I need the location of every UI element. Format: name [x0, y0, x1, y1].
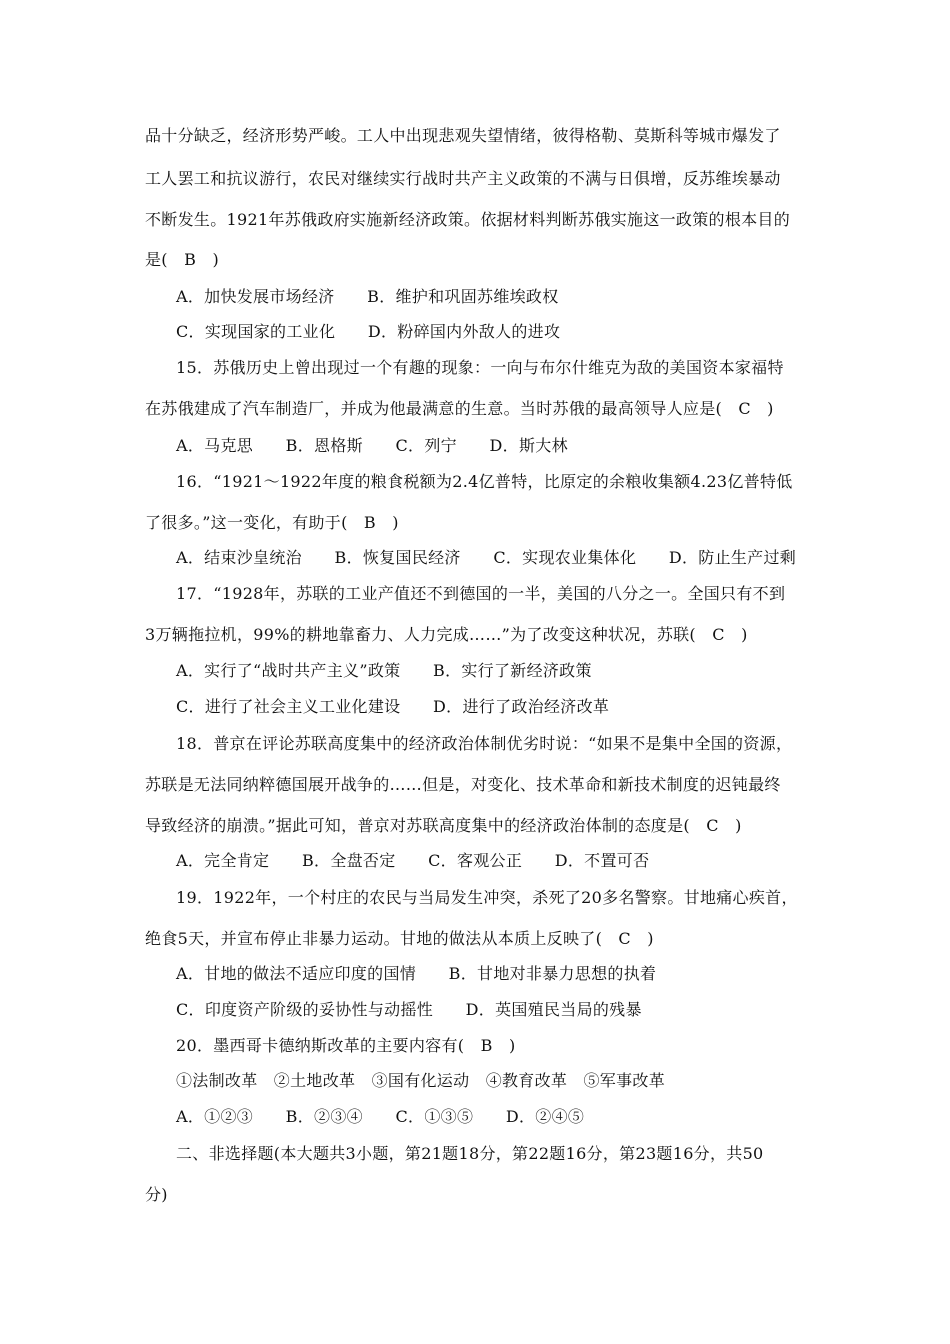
- text-line: 在苏俄建成了汽车制造厂，并成为他最满意的生意。当时苏俄的最高领导人应是( C ): [145, 399, 774, 418]
- text-line: 分): [145, 1185, 168, 1204]
- text-line: 是( B ): [145, 250, 220, 269]
- text-line: 不断发生。1921年苏俄政府实施新经济政策。依据材料判断苏俄实施这一政策的根本目的: [145, 210, 791, 229]
- text-line: 导致经济的崩溃。”据此可知，普京对苏联高度集中的经济政治体制的态度是( C ): [145, 816, 742, 835]
- question-19: 19．1922年，一个村庄的农民与当局发生冲突，杀死了20多名警察。甘地痛心疾首，: [176, 888, 798, 907]
- text-line: 苏联是无法同纳粹德国展开战争的……但是，对变化、技术革命和新技术制度的迟钝最终: [145, 775, 781, 794]
- answer-options: C．印度资产阶级的妥协性与动摇性 D．英国殖民当局的残暴: [176, 1000, 642, 1019]
- answer-options: C．实现国家的工业化 D．粉碎国内外敌人的进攻: [176, 322, 561, 341]
- answer-options: A．完全肯定 B．全盘否定 C．客观公正 D．不置可否: [176, 851, 650, 870]
- answer-options: A．实行了“战时共产主义”政策 B．实行了新经济政策: [176, 661, 592, 680]
- answer-options: A．马克思 B．恩格斯 C．列宁 D．斯大林: [176, 436, 568, 455]
- question-16: 16．“1921～1922年度的粮食税额为2.4亿普特，比原定的余粮收集额4.23亿普特低: [176, 472, 793, 491]
- text-line: 工人罢工和抗议游行，农民对继续实行战时共产主义政策的不满与日俱增，反苏维埃暴动: [145, 169, 781, 188]
- question-20: 20．墨西哥卡德纳斯改革的主要内容有( B ): [176, 1036, 516, 1055]
- answer-options: A．甘地的做法不适应印度的国情 B．甘地对非暴力思想的执着: [176, 964, 657, 983]
- text-line: 绝食5天，并宣布停止非暴力运动。甘地的做法从本质上反映了( C ): [145, 929, 654, 948]
- answer-options: A．结束沙皇统治 B．恢复国民经济 C．实现农业集体化 D．防止生产过剩: [176, 548, 797, 567]
- answer-options: C．进行了社会主义工业化建设 D．进行了政治经济改革: [176, 697, 610, 716]
- text-line: 了很多。”这一变化，有助于( B ): [145, 513, 399, 532]
- answer-options: A．加快发展市场经济 B．维护和巩固苏维埃政权: [176, 287, 559, 306]
- question-17: 17．“1928年，苏联的工业产值还不到德国的一半，美国的八分之一。全国只有不到: [176, 584, 786, 603]
- text-line: 品十分缺乏，经济形势严峻。工人中出现悲观失望情绪，彼得格勒、莫斯科等城市爆发了: [145, 126, 781, 145]
- reform-items: ①法制改革 ②土地改革 ③国有化运动 ④教育改革 ⑤军事改革: [176, 1071, 666, 1090]
- question-15: 15．苏俄历史上曾出现过一个有趣的现象：一向与布尔什维克为敌的美国资本家福特: [176, 358, 784, 377]
- section-heading: 二、非选择题(本大题共3小题，第21题18分，第22题16分，第23题16分，共50: [176, 1144, 764, 1163]
- question-18: 18．普京在评论苏联高度集中的经济政治体制优劣时说：“如果不是集中全国的资源，: [176, 734, 793, 753]
- answer-options: A．①②③ B．②③④ C．①③⑤ D．②④⑤: [176, 1107, 585, 1126]
- text-line: 3万辆拖拉机，99%的耕地靠畜力、人力完成……”为了改变这种状况，苏联( C ): [145, 625, 748, 644]
